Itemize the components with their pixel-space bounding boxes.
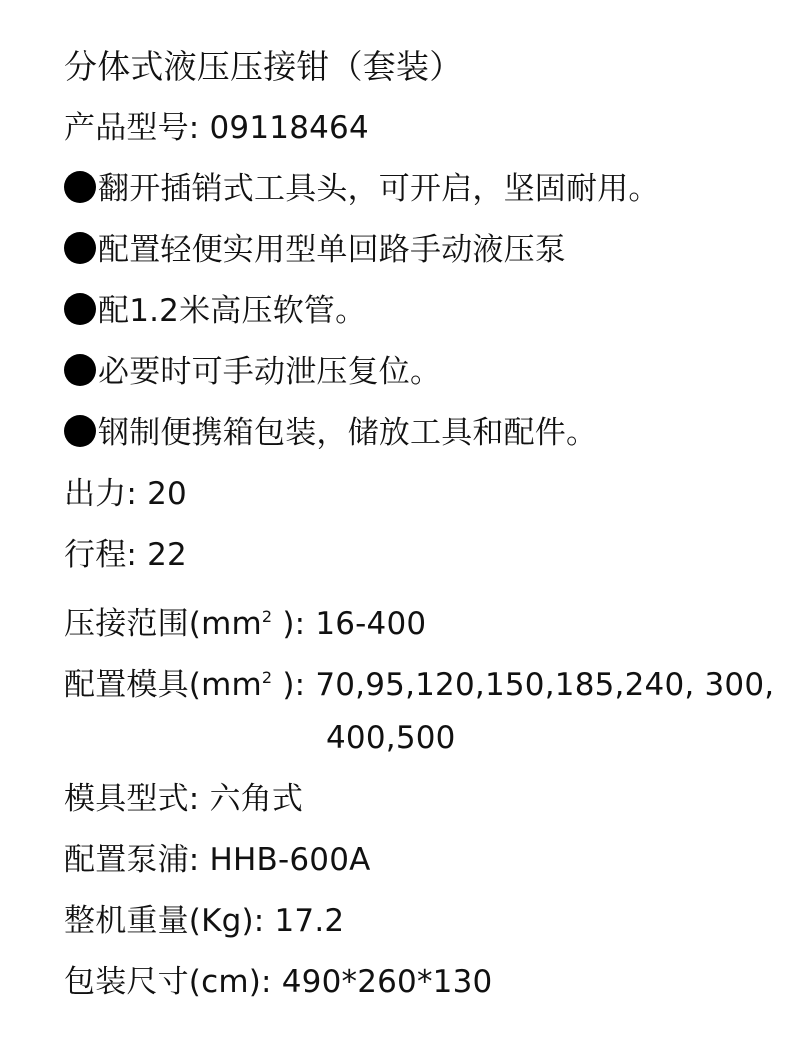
product-title: 分体式液压压接钳（套装） <box>64 47 463 86</box>
spec-pump-label: 配置泵浦: <box>64 842 210 878</box>
spec-package-size <box>64 952 800 1013</box>
squared-superscript: 2 <box>261 607 273 626</box>
bullet-icon <box>64 171 96 203</box>
spec-crimp-range-value: 16-400 <box>315 606 427 642</box>
feature-item <box>64 403 800 464</box>
spec-die-type <box>64 769 800 830</box>
spec-dies-value: 70,95,120,150,185,240, 300, <box>315 667 775 703</box>
feature-item <box>64 220 800 281</box>
spec-dies-label: 配置模具(mm <box>64 667 262 703</box>
spec-crimp-range-label-end: ): <box>272 606 316 642</box>
bullet-icon <box>64 354 96 386</box>
feature-item <box>64 159 800 220</box>
spec-pump-value: HHB-600A <box>209 842 371 878</box>
spec-weight-value: 17.2 <box>274 903 345 939</box>
feature-text: 翻开插销式工具头，可开启，坚固耐用。 <box>98 171 660 207</box>
spec-pump <box>64 830 800 891</box>
squared-superscript: 2 <box>261 668 273 687</box>
spec-force-value: 20 <box>147 476 187 512</box>
bullet-icon <box>64 293 96 325</box>
feature-text: 配1.2米高压软管。 <box>98 293 367 329</box>
spec-dies-value-cont: 400,500 <box>326 720 456 756</box>
spec-stroke-value: 22 <box>147 537 187 573</box>
spec-crimp-range-label: 压接范围(mm <box>64 606 262 642</box>
spec-dies <box>64 647 800 708</box>
spec-force-label: 出力: <box>64 476 148 512</box>
spec-weight <box>64 891 800 952</box>
feature-item <box>64 342 800 403</box>
bullet-icon <box>64 415 96 447</box>
spec-stroke <box>64 525 800 586</box>
spec-weight-label: 整机重量(Kg): <box>64 903 275 939</box>
spec-force <box>64 464 800 525</box>
spec-dies-label-end: ): <box>272 667 316 703</box>
feature-text: 钢制便携箱包装，储放工具和配件。 <box>98 415 598 451</box>
feature-item <box>64 281 800 342</box>
feature-text: 必要时可手动泄压复位。 <box>98 354 442 390</box>
spec-package-size-value: 490*260*130 <box>281 964 493 1000</box>
spec-die-type-value: 六角式 <box>209 781 304 817</box>
bullet-icon <box>64 232 96 264</box>
spec-dies-continued <box>64 708 800 769</box>
spec-package-size-label: 包装尺寸(cm): <box>64 964 282 1000</box>
spec-model <box>64 98 800 159</box>
spec-crimp-range <box>64 586 800 647</box>
spec-model-label: 产品型号: <box>64 110 210 146</box>
spec-die-type-label: 模具型式: <box>64 781 210 817</box>
spec-model-value: 09118464 <box>209 110 369 146</box>
spec-stroke-label: 行程: <box>64 537 148 573</box>
feature-text: 配置轻便实用型单回路手动液压泵 <box>98 232 566 268</box>
